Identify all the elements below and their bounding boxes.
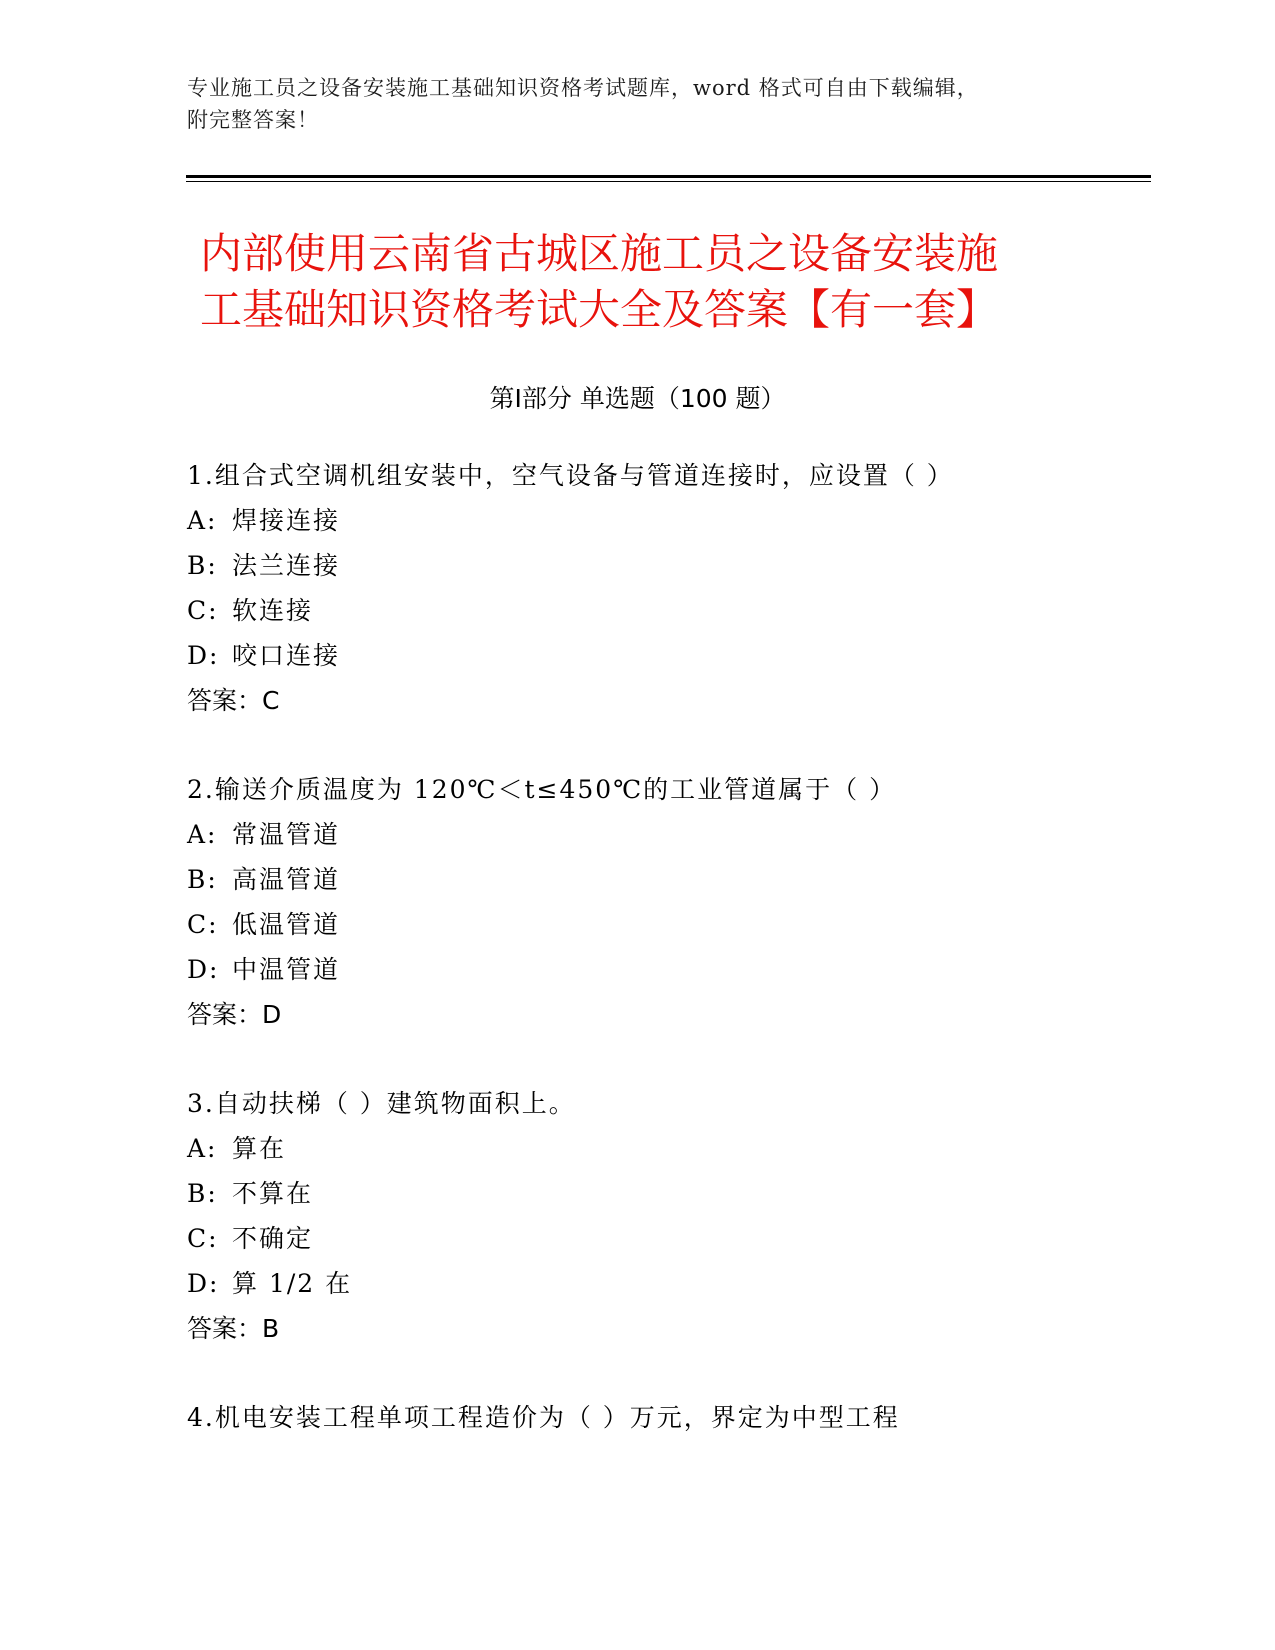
option-letter: C: [187,1224,219,1253]
option-text: 不算在 [232,1179,314,1208]
option-d [187,633,1147,678]
option-letter: D: [187,1269,220,1298]
option-text: 咬口连接 [232,641,341,670]
option-text: 低温管道 [232,910,341,939]
option-b [187,857,1147,902]
document-title-line-1: 内部使用云南省古城区施工员之设备安装施 [200,229,999,278]
header-note-line-1: 专业施工员之设备安装施工基础知识资格考试题库，word 格式可自由下载编辑， [187,76,979,100]
option-a [187,498,1147,543]
option-text: 算 1/2 在 [232,1269,353,1298]
option-letter: A: [187,820,218,849]
option-letter: B: [187,1179,218,1208]
answer-line: 答案：D [187,1000,282,1029]
question-stem: 1.组合式空调机组安装中，空气设备与管道连接时，应设置（ ） [187,461,954,490]
option-text: 高温管道 [232,865,341,894]
option-text: 焊接连接 [232,506,341,535]
question-3 [187,1081,1147,1351]
option-text: 算在 [232,1134,287,1163]
option-letter: D: [187,641,220,670]
option-c [187,1216,1147,1261]
option-a [187,1126,1147,1171]
option-c [187,588,1147,633]
question-4 [187,1395,1147,1440]
header-note [187,72,1087,136]
option-letter: C: [187,910,219,939]
header-rule-thick [186,175,1151,178]
question-stem: 3.自动扶梯（ ）建筑物面积上。 [187,1089,576,1118]
option-text: 法兰连接 [232,551,341,580]
option-d [187,947,1147,992]
option-d [187,1261,1147,1306]
question-stem: 4.机电安装工程单项工程造价为（ ）万元，界定为中型工程 [187,1403,900,1432]
option-text: 不确定 [232,1224,314,1253]
option-text: 常温管道 [232,820,341,849]
header-note-line-2: 附完整答案！ [187,108,319,132]
question-stem: 2.输送介质温度为 120℃＜t≤450℃的工业管道属于（ ） [187,775,897,804]
option-text: 软连接 [232,596,314,625]
section-title: 第Ⅰ部分 单选题（100 题） [489,384,786,413]
document-title [200,226,1100,338]
option-letter: B: [187,551,218,580]
option-letter: B: [187,865,218,894]
question-1 [187,453,1147,723]
option-text: 中温管道 [232,955,341,984]
option-b [187,1171,1147,1216]
question-2 [187,767,1147,1037]
document-title-line-2: 工基础知识资格考试大全及答案【有一套】 [200,285,999,334]
option-a [187,812,1147,857]
answer-line: 答案：C [187,686,280,715]
option-c [187,902,1147,947]
option-letter: D: [187,955,220,984]
header-rule-thin [186,181,1151,182]
option-b [187,543,1147,588]
answer-line: 答案：B [187,1314,280,1343]
option-letter: A: [187,506,218,535]
option-letter: C: [187,596,219,625]
option-letter: A: [187,1134,218,1163]
